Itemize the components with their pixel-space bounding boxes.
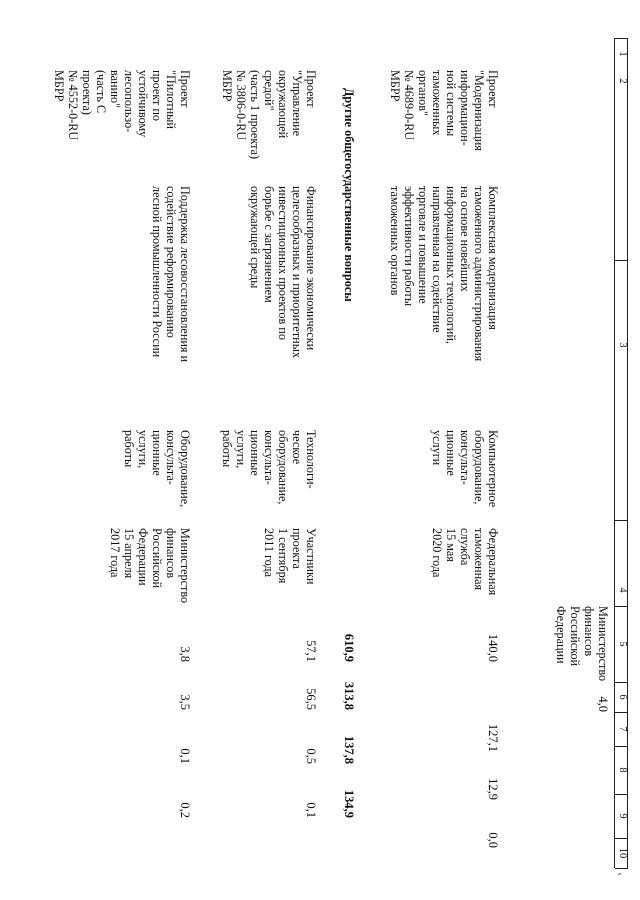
- column-number: 7: [617, 726, 628, 732]
- stray-pen-mark: ': [610, 871, 624, 879]
- value-cell: 3,8: [178, 646, 192, 662]
- responsible-org-cell: Участники проекта 1 сентября 2011 года: [262, 528, 318, 585]
- expense-type-cell: Оборудование, консульта- ционные услуги, работы: [122, 430, 192, 508]
- responsible-org-cell: Министерство финансов Российской Федерации: [554, 606, 610, 682]
- section-total: 313,8: [342, 681, 356, 710]
- project-name-cell: Проект "Управление окружающей средой" (часть 1 проекта) № 3806-0-RU МБРР: [220, 70, 318, 160]
- column-number: 10: [617, 847, 628, 859]
- value-cell: 0,0: [486, 832, 500, 848]
- expense-type-cell: Технологи- ческое оборудование, консульта- ционные услуги, работы: [220, 430, 318, 505]
- project-description-cell: Комплексная модернизация таможенного администрирования на основе новейших информационных технологий, направленная на содействие торговле и повышение эффективности работы таможенных органов: [388, 186, 500, 362]
- value-cell: 127,1: [486, 723, 500, 752]
- section-heading: Другие общегосударственные вопросы: [342, 88, 356, 302]
- value-cell: 0,1: [304, 802, 318, 818]
- value-cell: 12,9: [486, 778, 500, 800]
- section-total: 610,9: [342, 633, 356, 662]
- value-cell: 4,0: [596, 696, 610, 712]
- project-description-cell: Финансирование экономически целесообразных и приоритетных инвестиционных проектов по борьбе с загрязнением окружающей среды: [248, 186, 318, 358]
- value-cell: 57,1: [304, 640, 318, 662]
- project-name-cell: Проект "Пилотный проект по устойчивому лесопользо- ванию" (часть С проекта) № 4552-0-RU МБРР: [52, 70, 192, 141]
- column-number: 2: [617, 78, 628, 84]
- value-cell: 0,2: [178, 802, 192, 818]
- project-name-cell: Проект "Модернизация информацион- ной системы таможенных органов" № 4689-0-RU МБРР: [388, 70, 500, 151]
- column-number: 8: [617, 767, 628, 773]
- column-divider: [615, 260, 628, 261]
- column-number: 6: [617, 694, 628, 700]
- section-total: 137,8: [342, 735, 356, 764]
- responsible-org-cell: Федеральная таможенная служба 15 мая 2020 года: [430, 528, 500, 596]
- value-cell: 0,1: [178, 748, 192, 764]
- column-number: 5: [617, 641, 628, 647]
- section-total: 134,9: [342, 789, 356, 818]
- column-number: 4: [617, 587, 628, 593]
- responsible-org-cell: Министерство финансов Российской Федерации 15 апреля 2017 года: [108, 528, 192, 604]
- value-cell: 0,5: [304, 748, 318, 764]
- value-cell: 140,0: [486, 633, 500, 662]
- expense-type-cell: Компьютерное оборудование, консульта- ционные услуги: [430, 430, 500, 508]
- column-divider: [615, 520, 628, 521]
- header-separator: [614, 38, 615, 868]
- value-cell: 56,5: [304, 688, 318, 710]
- column-number: 1: [617, 51, 628, 57]
- column-divider: [615, 868, 628, 869]
- column-number: 3: [617, 342, 628, 348]
- project-description-cell: Поддержка лесовосстановления и содействие реформированию лесной промышленности России: [150, 186, 192, 363]
- column-number: 9: [617, 813, 628, 819]
- value-cell: 3,5: [178, 694, 192, 710]
